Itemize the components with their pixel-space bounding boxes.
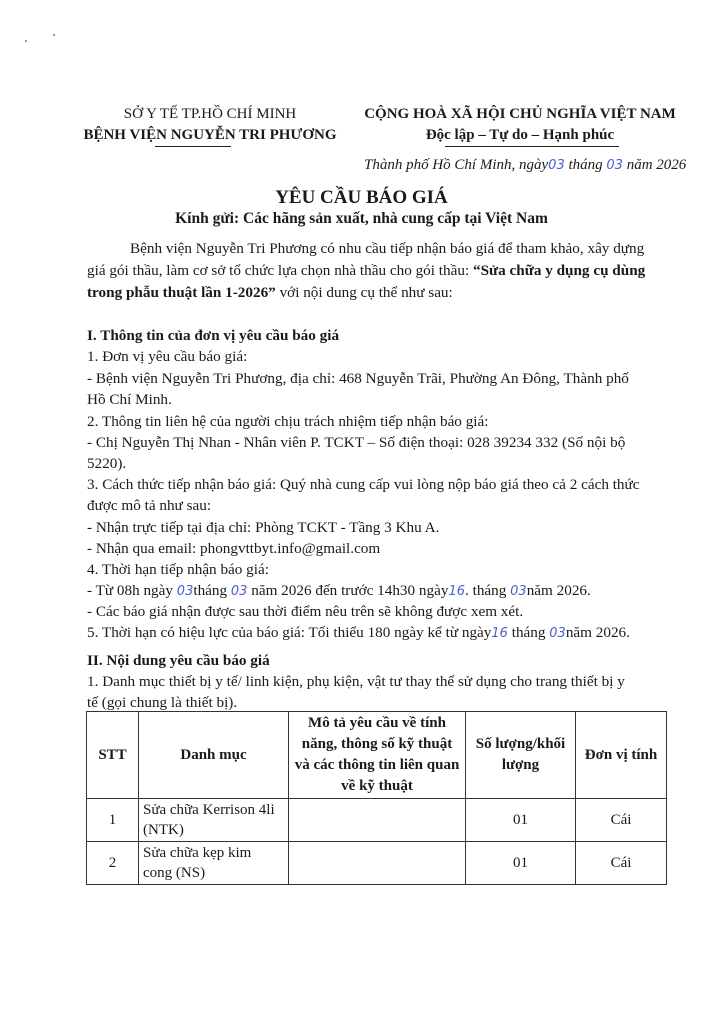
- header-unit: Đơn vị tính: [576, 712, 667, 799]
- intro-line-1: Bệnh viện Nguyễn Tri Phương có nhu cầu tiếp nhận báo giá để tham khảo, xây dựng: [130, 240, 645, 257]
- cell-stt: 2: [87, 842, 139, 885]
- month-label: tháng: [568, 157, 603, 173]
- deadline-note: - Các báo giá nhận được sau thời điểm nêu trên sẽ không được xem xét.: [87, 603, 524, 620]
- date-line: [364, 157, 686, 174]
- cell-item: Sửa chữa kẹp kim cong (NS): [139, 842, 289, 885]
- deadline-line: - Từ 08h ngày 03tháng 03 năm 2026 đến trước 14h30 ngày16. tháng 03năm 2026.: [87, 582, 591, 599]
- cell-stt: 1: [87, 799, 139, 842]
- submission-method-line2: được mô tả như sau:: [87, 497, 212, 514]
- cell-description: [289, 842, 466, 885]
- header-left-underline: [155, 146, 231, 147]
- hospital-address-line1: - Bệnh viện Nguyễn Tri Phương, địa chỉ: 468 Nguyễn Trãi, Phường An Đông, Thành phố: [87, 370, 629, 387]
- cell-quantity: 01: [466, 799, 576, 842]
- year-label: năm 2026: [626, 157, 687, 173]
- cell-item: Sửa chữa Kerrison 4li (NTK): [139, 799, 289, 842]
- table-header-row: [87, 712, 667, 799]
- recipient-line: Kính gửi: Các hãng sản xuất, nhà cung cấp tại Việt Nam: [175, 210, 548, 227]
- hospital-address-line2: Hồ Chí Minh.: [87, 391, 172, 408]
- cell-unit: Cái: [576, 842, 667, 885]
- submission-direct: - Nhận trực tiếp tại địa chỉ: Phòng TCKT - Tầng 3 Khu A.: [87, 519, 440, 536]
- cell-quantity: 01: [466, 842, 576, 885]
- header-description: Mô tả yêu cầu về tính năng, thông số kỹ thuật và các thông tin liên quan về kỹ thuật: [289, 712, 466, 799]
- handwritten-validity-month: 03: [549, 626, 566, 641]
- header-right-underline: [445, 146, 619, 147]
- handwritten-from-month: 03: [230, 584, 248, 599]
- department-name: SỞ Y TẾ TP.HỒ CHÍ MINH: [123, 106, 297, 122]
- scan-speck: [25, 40, 27, 42]
- validity-line: 5. Thời hạn có hiệu lực của báo giá: Tối thiểu 180 ngày kể từ ngày16 tháng 03năm 2026.: [87, 624, 630, 641]
- section2-heading: II. Nội dung yêu cầu báo giá: [87, 652, 270, 669]
- document-title: YÊU CẦU BÁO GIÁ: [275, 187, 448, 208]
- national-motto: Độc lập – Tự do – Hạnh phúc: [425, 127, 615, 143]
- hospital-name: BỆNH VIỆN NGUYỄN TRI PHƯƠNG: [83, 127, 337, 143]
- section2-item1-line1: 1. Danh mục thiết bị y tế/ linh kiện, phụ kiện, vật tư thay thế sử dụng cho trang thiết bị y: [87, 673, 625, 690]
- items-table: [86, 711, 667, 885]
- nation-name: CỘNG HOÀ XÃ HỘI CHỦ NGHĨA VIỆT NAM: [364, 106, 676, 122]
- header-quantity: Số lượng/khối lượng: [466, 712, 576, 799]
- intro-line-3: trong phẫu thuật lần 1-2026” với nội dung cụ thể như sau:: [87, 284, 453, 301]
- section1-item1-label: 1. Đơn vị yêu cầu báo giá:: [87, 348, 248, 365]
- submission-method-line1: 3. Cách thức tiếp nhận báo giá: Quý nhà cung cấp vui lòng nộp báo giá theo cả 2 cách thức: [87, 476, 640, 493]
- table-row: [87, 842, 667, 885]
- header-stt: STT: [87, 712, 139, 799]
- handwritten-day: 03: [548, 158, 565, 173]
- contact-line2: 5220).: [87, 455, 127, 472]
- header-item: Danh mục: [139, 712, 289, 799]
- section2-item1-line2: tế (gọi chung là thiết bị).: [87, 694, 238, 711]
- handwritten-to-month: 03: [510, 584, 527, 599]
- scan-speck: [53, 34, 55, 36]
- contact-line1: - Chị Nguyễn Thị Nhan - Nhân viên P. TCKT – Số điện thoại: 028 39234 332 (Số nội bộ: [87, 434, 626, 451]
- header-right: [350, 104, 690, 146]
- date-prefix: Thành phố Hồ Chí Minh, ngày: [364, 157, 549, 173]
- section1-heading: I. Thông tin của đơn vị yêu cầu báo giá: [87, 327, 340, 344]
- intro-line-2: giá gói thầu, làm cơ sở tổ chức lựa chọn nhà thầu cho gói thầu: “Sửa chữa y dụng cụ dùng: [87, 262, 646, 279]
- header-left: [60, 104, 360, 146]
- table-row: [87, 799, 667, 842]
- section1-item4-label: 4. Thời hạn tiếp nhận báo giá:: [87, 561, 269, 578]
- package-name: “Sửa chữa y dụng cụ dùng: [472, 262, 646, 279]
- cell-unit: Cái: [576, 799, 667, 842]
- handwritten-to-day: 16: [448, 584, 465, 599]
- handwritten-month: 03: [606, 158, 623, 173]
- submission-email: - Nhận qua email: phongvttbyt.info@gmail.com: [87, 540, 381, 557]
- section1-item2-label: 2. Thông tin liên hệ của người chịu trách nhiệm tiếp nhận báo giá:: [87, 413, 489, 430]
- handwritten-from-day: 03: [176, 584, 194, 599]
- cell-description: [289, 799, 466, 842]
- handwritten-validity-day: 16: [491, 626, 508, 641]
